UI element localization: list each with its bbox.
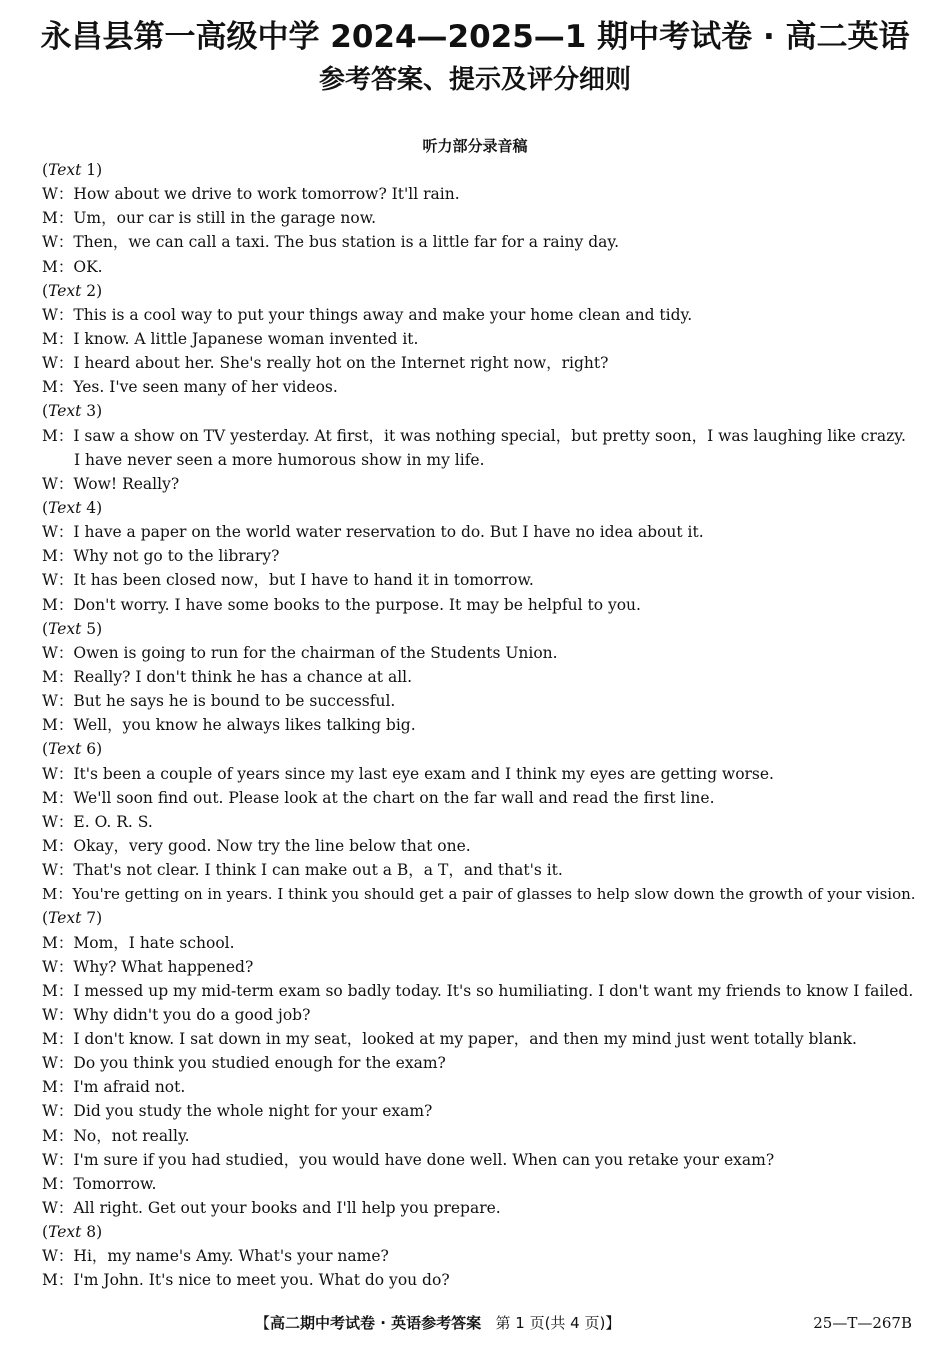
- text-label-open: (: [42, 740, 49, 759]
- dialogue-line: W：I have a paper on the world water reservation to do. But I have no idea about it.: [42, 523, 704, 542]
- dialogue-line: W：Why didn't you do a good job?: [42, 1005, 311, 1024]
- dialogue-line: W：Owen is going to run for the chairman of the Students Union.: [42, 643, 558, 662]
- text-label-number: 2): [81, 281, 103, 300]
- dialogue-line: W：That's not clear. I think I can make out a B，a T，and that's it.: [42, 861, 563, 880]
- dialogue-line: M：I'm afraid not.: [42, 1078, 186, 1097]
- footer-close-bracket: 】: [605, 1314, 621, 1332]
- text-label-number: 4): [81, 498, 103, 517]
- dialogue-line: M：I'm John. It's nice to meet you. What do you do?: [42, 1271, 450, 1290]
- section-title: 听力部分录音稿: [422, 137, 528, 155]
- text-label: [42, 279, 922, 303]
- dialogue-line: W：This is a cool way to put your things away and make your home clean and tidy.: [42, 305, 693, 324]
- text-label: [42, 496, 922, 520]
- text-label-open: (: [42, 909, 49, 928]
- dialogue-line: W：All right. Get out your books and I'll help you prepare.: [42, 1199, 501, 1218]
- dialogue-line: W：Wow! Really?: [42, 474, 180, 493]
- dialogue-line: M：Okay，very good. Now try the line below that one.: [42, 836, 471, 855]
- text-label-open: (: [42, 498, 49, 517]
- page-subtitle: 参考答案、提示及评分细则: [318, 65, 631, 95]
- text-label-open: (: [42, 619, 49, 638]
- dialogue-line-continued: I have never seen a more humorous show in my life.: [74, 450, 485, 469]
- dialogue-line: M：Um，our car is still in the garage now.: [42, 209, 377, 228]
- dialogue-line: M：Why not go to the library?: [42, 547, 280, 566]
- dialogue-line: M：OK.: [42, 257, 103, 276]
- dialogue-line: W：I'm sure if you had studied，you would have done well. When can you retake your exam?: [42, 1150, 775, 1169]
- dialogue-line: W：Then，we can call a taxi. The bus station is a little far for a rainy day.: [42, 233, 620, 252]
- text-label-word: Text: [48, 740, 82, 759]
- text-label-word: Text: [48, 909, 82, 928]
- text-label-word: Text: [48, 161, 82, 179]
- text-label: [42, 1220, 922, 1244]
- footer-code: 25—T—267B: [813, 1314, 912, 1332]
- text-label-number: 7): [81, 909, 103, 928]
- dialogue-line: M：Mom，I hate school.: [42, 933, 235, 952]
- text-label-number: 5): [81, 619, 103, 638]
- dialogue-line: M：Really? I don't think he has a chance at all.: [42, 667, 413, 686]
- dialogue-line: W：It's been a couple of years since my last eye exam and I think my eyes are getting worse.: [42, 764, 774, 783]
- dialogue-line: W：Hi，my name's Amy. What's your name?: [42, 1247, 389, 1266]
- footer-exam-info: [255, 1310, 620, 1336]
- text-label-word: Text: [48, 402, 82, 421]
- dialogue-line: W：But he says he is bound to be successful.: [42, 692, 396, 711]
- text-label-word: Text: [48, 619, 82, 638]
- text-label-word: Text: [48, 1223, 82, 1242]
- footer-open-bracket: 【: [255, 1314, 271, 1332]
- dialogue-line: M：You're getting on in years. I think you should get a pair of glasses to help slow down the growth of your vision.: [42, 885, 916, 904]
- dialogue-line: W：Why? What happened?: [42, 957, 254, 976]
- footer-exam-label: 高二期中考试卷 · 英语参考答案: [270, 1314, 482, 1332]
- footer-page-number: 第 1 页(共 4 页): [495, 1314, 606, 1332]
- text-label: [42, 158, 922, 182]
- text-label-open: (: [42, 1223, 49, 1242]
- dialogue-line: M：I messed up my mid-term exam so badly today. It's so humiliating. I don't want my friends to know I failed.: [42, 981, 914, 1000]
- page-title: 永昌县第一高级中学 2024—2025—1 期中考试卷 · 高二英语: [40, 19, 910, 55]
- listening-transcript: [42, 158, 922, 1293]
- text-label-number: 3): [81, 402, 103, 421]
- page-footer: [0, 1310, 950, 1336]
- dialogue-line: W：Do you think you studied enough for the exam?: [42, 1054, 446, 1073]
- dialogue-line: W：How about we drive to work tomorrow? It'll rain.: [42, 185, 460, 204]
- dialogue-line: W：It has been closed now，but I have to hand it in tomorrow.: [42, 571, 534, 590]
- text-label: [42, 617, 922, 641]
- text-label-word: Text: [48, 281, 82, 300]
- text-label-number: 1): [81, 161, 103, 179]
- text-label-word: Text: [48, 498, 82, 517]
- text-label-number: 8): [81, 1223, 103, 1242]
- dialogue-line: M：I know. A little Japanese woman invented it.: [42, 329, 419, 348]
- text-label: [42, 737, 922, 761]
- dialogue-line: W：I heard about her. She's really hot on the Internet right now，right?: [42, 354, 609, 373]
- dialogue-line: M：No，not really.: [42, 1126, 190, 1145]
- dialogue-line: M：Tomorrow.: [42, 1174, 157, 1193]
- text-label-number: 6): [81, 740, 103, 759]
- text-label: [42, 399, 922, 423]
- dialogue-line: W：Did you study the whole night for your exam?: [42, 1102, 433, 1121]
- dialogue-line: M：Yes. I've seen many of her videos.: [42, 378, 338, 397]
- dialogue-line: M：Don't worry. I have some books to the purpose. It may be helpful to you.: [42, 595, 641, 614]
- text-label-open: (: [42, 161, 49, 179]
- dialogue-line: W：E. O. R. S.: [42, 812, 153, 831]
- text-label: [42, 906, 922, 930]
- dialogue-line: M：I saw a show on TV yesterday. At first，it was nothing special，but pretty soon，I was laughing like crazy.: [42, 426, 906, 445]
- text-label-open: (: [42, 402, 49, 421]
- text-label-open: (: [42, 281, 49, 300]
- dialogue-line: M：We'll soon find out. Please look at the chart on the far wall and read the first line.: [42, 788, 715, 807]
- dialogue-line: M：I don't know. I sat down in my seat，looked at my paper，and then my mind just went totally blank.: [42, 1030, 857, 1049]
- dialogue-line: M：Well，you know he always likes talking big.: [42, 716, 416, 735]
